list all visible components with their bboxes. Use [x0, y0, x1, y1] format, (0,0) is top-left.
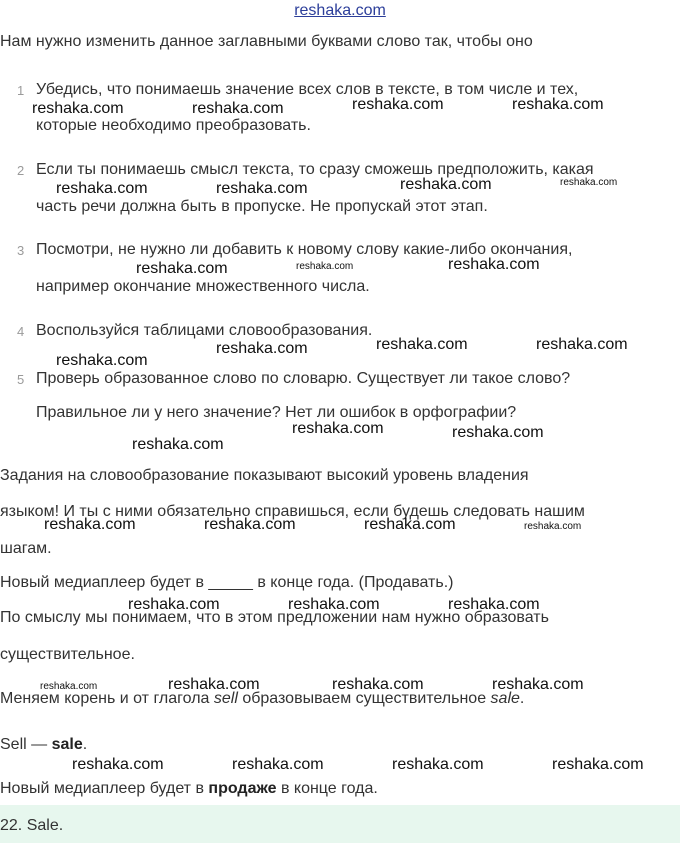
paragraph-text: языком! И ты с ними обязательно справишься, если будешь следовать нашим	[0, 503, 585, 520]
step-number: 5	[17, 372, 25, 387]
result-sentence	[0, 779, 378, 799]
noun-word: sale	[490, 690, 520, 707]
watermark: reshaka.com	[552, 756, 644, 773]
watermark: reshaka.com	[536, 336, 628, 353]
step-text: Воспользуйся таблицами словообразования.	[36, 322, 373, 339]
pair-left: Sell —	[0, 736, 52, 753]
result-prefix: Новый медиаплеер будет в	[0, 780, 209, 797]
step-number: 3	[17, 243, 25, 258]
watermark: reshaka.com	[44, 516, 136, 533]
watermark: reshaka.com	[492, 676, 584, 693]
explanation-middle: образовываем существительное	[237, 690, 491, 707]
watermark: reshaka.com	[128, 596, 220, 613]
watermark: reshaka.com	[216, 340, 308, 357]
task-sentence: Новый медиаплеер будет в _____ в конце года. (Продавать.)	[0, 574, 454, 591]
result-word: продаже	[208, 780, 277, 797]
watermark: reshaka.com	[40, 681, 98, 692]
verb-word: sell	[213, 690, 238, 707]
step-text: Если ты понимаешь смысл текста, то сразу сможешь предположить, какая	[36, 161, 594, 178]
paragraph-text: шагам.	[0, 540, 52, 557]
watermark: reshaka.com	[400, 176, 492, 193]
result-suffix: в конце года.	[276, 780, 378, 797]
watermark: reshaka.com	[232, 756, 324, 773]
watermark: reshaka.com	[448, 256, 540, 273]
watermark: reshaka.com	[192, 100, 284, 117]
watermark: reshaka.com	[204, 516, 296, 533]
paragraph-text: существительное.	[0, 646, 135, 663]
pair-end: .	[82, 736, 88, 753]
watermark: reshaka.com	[524, 521, 582, 532]
word-pair	[0, 735, 87, 755]
watermark: reshaka.com	[56, 180, 148, 197]
watermark: reshaka.com	[72, 756, 164, 773]
step-text: Проверь образованное слово по словарю. Существует ли такое слово?	[36, 370, 571, 387]
watermark: reshaka.com	[452, 424, 544, 441]
watermark: reshaka.com	[136, 260, 228, 277]
pair-right: sale	[51, 736, 83, 753]
intro-text: Нам нужно изменить данное заглавными буквами слово так, чтобы оно	[0, 33, 533, 50]
watermark: reshaka.com	[352, 96, 444, 113]
watermark: reshaka.com	[296, 261, 354, 272]
step-text: Правильное ли у него значение? Нет ли ошибок в орфографии?	[36, 404, 517, 421]
watermark: reshaka.com	[560, 177, 618, 188]
watermark: reshaka.com	[292, 420, 384, 437]
watermark: reshaka.com	[364, 516, 456, 533]
watermark: reshaka.com	[216, 180, 308, 197]
watermark: reshaka.com	[32, 100, 124, 117]
watermark: reshaka.com	[288, 596, 380, 613]
step-number: 1	[17, 83, 25, 98]
watermark: reshaka.com	[132, 436, 224, 453]
watermark: reshaka.com	[448, 596, 540, 613]
step-text: которые необходимо преобразовать.	[36, 117, 311, 134]
answer-box	[0, 805, 680, 843]
step-text: Посмотри, не нужно ли добавить к новому слову какие-либо окончания,	[36, 241, 573, 258]
step-text: например окончание множественного числа.	[36, 278, 370, 295]
watermark: reshaka.com	[376, 336, 468, 353]
watermark: reshaka.com	[332, 676, 424, 693]
step-text: часть речи должна быть в пропуске. Не пропускай этот этап.	[36, 198, 488, 215]
step-text: Убедись, что понимаешь значение всех слов в тексте, в том числе и тех,	[36, 81, 579, 98]
paragraph-text: Задания на словообразование показывают высокий уровень владения	[0, 467, 529, 484]
step-number: 4	[17, 324, 25, 339]
step-number: 2	[17, 163, 25, 178]
site-title[interactable]: reshaka.com	[294, 2, 386, 19]
watermark: reshaka.com	[168, 676, 260, 693]
watermark: reshaka.com	[392, 756, 484, 773]
paragraph-text: По смыслу мы понимаем, что в этом предложении нам нужно образовать	[0, 609, 549, 626]
explanation-prefix: Меняем корень и от глагола	[0, 690, 214, 707]
watermark: reshaka.com	[512, 96, 604, 113]
answer-text: 22. Sale.	[0, 817, 64, 834]
watermark: reshaka.com	[56, 352, 148, 369]
explanation-suffix: .	[519, 690, 525, 707]
